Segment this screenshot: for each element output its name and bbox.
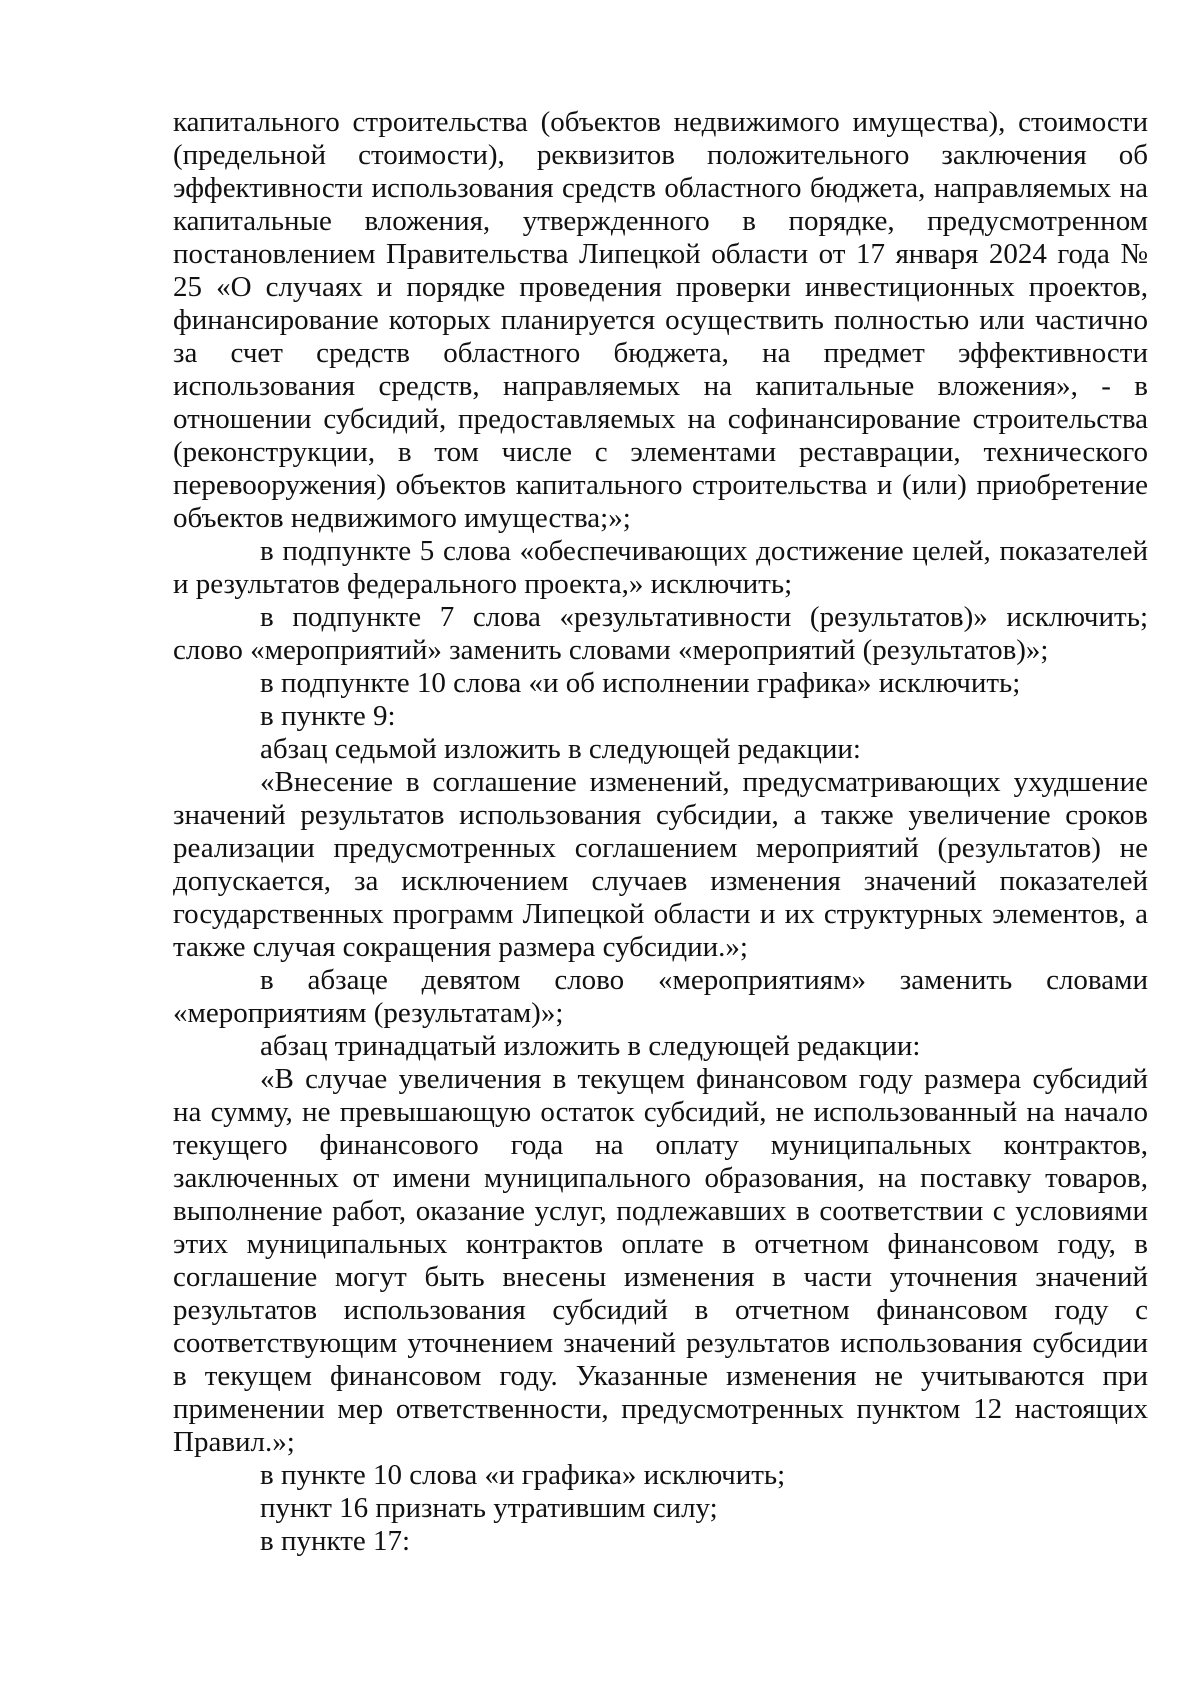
- paragraph-thirteenth-abzac-intro: абзац тринадцатый изложить в следующей редакции:: [260, 1030, 921, 1062]
- paragraph-thirteenth-abzac-text: «В случае увеличения в текущем финансовом году размера субсидий на сумму, не превышающую остаток субсидий, не использованный на начало текущего финансового года на оплату муниципальных контрактов, заключенных от имени муниципального образования, на поставку товаров, выполнение работ, оказание услуг, подлежавших в соответствии с условиями этих муниципальных контрактов оплате в отчетном финансовом году, в соглашение могут быть внесены изменения в части уточнения значений результатов использования субсидий в отчетном финансовом году с соответствующим уточнением значений результатов использования субсидии в текущем финансовом году. Указанные изменения не учитываются при применении мер ответственности, предусмотренных пунктом 12 настоящих Правил.»;: [173, 1063, 1148, 1458]
- paragraph-item-16: пункт 16 признать утратившим силу;: [260, 1492, 718, 1524]
- paragraph-subitem-10: в подпункте 10 слова «и об исполнении графика» исключить;: [260, 667, 1021, 699]
- paragraph-item-17-heading: в пункте 17:: [260, 1525, 411, 1557]
- paragraph-seventh-abzac-intro: абзац седьмой изложить в следующей редакции:: [260, 733, 861, 765]
- paragraph-seventh-abzac-text: «Внесение в соглашение изменений, предусматривающих ухудшение значений результатов использования субсидии, а также увеличение сроков реализации предусмотренных соглашением мероприятий (результатов) не допускается, за исключением случаев изменения значений показателей государственных программ Липецкой области и их структурных элементов, а также случая сокращения размера субсидии.»;: [173, 766, 1148, 963]
- paragraph-item-10: в пункте 10 слова «и графика» исключить;: [260, 1459, 786, 1491]
- paragraph-ninth-abzac: в абзаце девятом слово «мероприятиям» заменить словами «мероприятиям (результатам)»;: [173, 964, 1148, 1029]
- paragraph-subitem-7: в подпункте 7 слова «результативности (результатов)» исключить; слово «мероприятий» заменить словами «мероприятий (результатов)»;: [173, 601, 1148, 666]
- document-page: [173, 106, 1148, 1558]
- paragraph-subitem-5: в подпункте 5 слова «обеспечивающих достижение целей, показателей и результатов федерального проекта,» исключить;: [173, 535, 1148, 600]
- paragraph-item-9-heading: в пункте 9:: [260, 700, 396, 732]
- paragraph-continuation: капитального строительства (объектов недвижимого имущества), стоимости (предельной стоимости), реквизитов положительного заключения об эффективности использования средств областного бюджета, направляемых на капитальные вложения, утвержденного в порядке, предусмотренном постановлением Правительства Липецкой области от 17 января 2024 года № 25 «О случаях и порядке проведения проверки инвестиционных проектов, финансирование которых планируется осуществить полностью или частично за счет средств областного бюджета, на предмет эффективности использования средств, направляемых на капитальные вложения», - в отношении субсидий, предоставляемых на софинансирование строительства (реконструкции, в том числе с элементами реставрации, технического перевооружения) объектов капитального строительства и (или) приобретение объектов недвижимого имущества;»;: [173, 106, 1148, 534]
